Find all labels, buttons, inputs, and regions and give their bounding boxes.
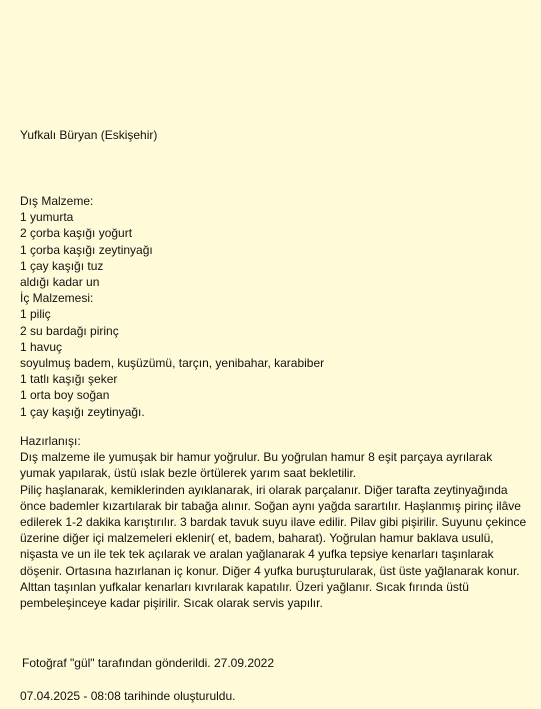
method-paragraph: Dış malzeme ile yumuşak bir hamur yoğrulur. Bu yoğrulan hamur 8 eşit parçaya ayrılarak yumak yapılarak, üstü ıslak bezle örtülerek yarım saat bekletilir. (20, 450, 493, 481)
ingredient-item: 1 havuç (20, 339, 63, 354)
method-section (20, 433, 530, 611)
ingredient-item: 1 çay kaşığı tuz (20, 258, 104, 273)
method-heading: Hazırlanışı: (20, 434, 81, 448)
created-timestamp: 07.04.2025 - 08:08 tarihinde oluşturuldu. (20, 689, 236, 703)
inner-ingredients-heading: İç Malzemesi: (20, 291, 94, 306)
ingredient-item: aldığı kadar un (20, 275, 100, 290)
ingredient-item: 1 piliç (20, 307, 51, 322)
ingredient-item: soyulmuş badem, kuşüzümü, tarçın, yenibahar, karabiber (20, 356, 325, 371)
ingredients-section (20, 193, 530, 420)
outer-ingredients-heading: Dış Malzeme: (20, 194, 94, 208)
photo-credit: Fotoğraf "gül" tarafından gönderildi. 27.09.2022 (22, 656, 275, 670)
ingredient-item: 2 su bardağı pirinç (20, 323, 119, 338)
ingredient-item: 2 çorba kaşığı yoğurt (20, 226, 133, 241)
ingredient-item: 1 yumurta (20, 210, 74, 225)
ingredient-item: 1 çay kaşığı zeytinyağı. (20, 404, 145, 419)
method-paragraph: Piliç haşlanarak, kemiklerinden ayıklanarak, iri olarak parçalanır. Diğer tarafta zeytinyağında önce bademler kızartılarak bir tabağa alınır. Soğan aynı yağda sarartılır. Haşlanmış pirinç ilâve edilerek 1-2 dakika karıştırılır. 3 bardak tavuk suyu ilave edilir. Pilav gibi pişirilir. Suyunu çekince üzerine diğer içi malzemeleri eklenir( et, badem, baharat). Yoğrulan hamur baklava usulü, nişasta ve un ile tek tek açılarak ve aralan yağlanarak 4 yufka tepsiye kenarları taşınlarak döşenir. Ortasına hazırlanan iç konur. Diğer 4 yufka buruşturularak, üst üste yağlanarak konur. Alttan taşınlan yufkalar kenarları kıvrılarak kapatılır. Üzeri yağlanır. Sıcak fırında üstü pembeleşinceye kadar pişirilir. Sıcak olarak servis yapılır. (20, 482, 527, 611)
recipe-title: Yufkalı Büryan (Eskişehir) (20, 128, 158, 142)
ingredient-item: 1 tatlı kaşığı şeker (20, 372, 118, 387)
ingredient-item: 1 orta boy soğan (20, 388, 110, 403)
ingredient-item: 1 çorba kaşığı zeytinyağı (20, 242, 153, 257)
